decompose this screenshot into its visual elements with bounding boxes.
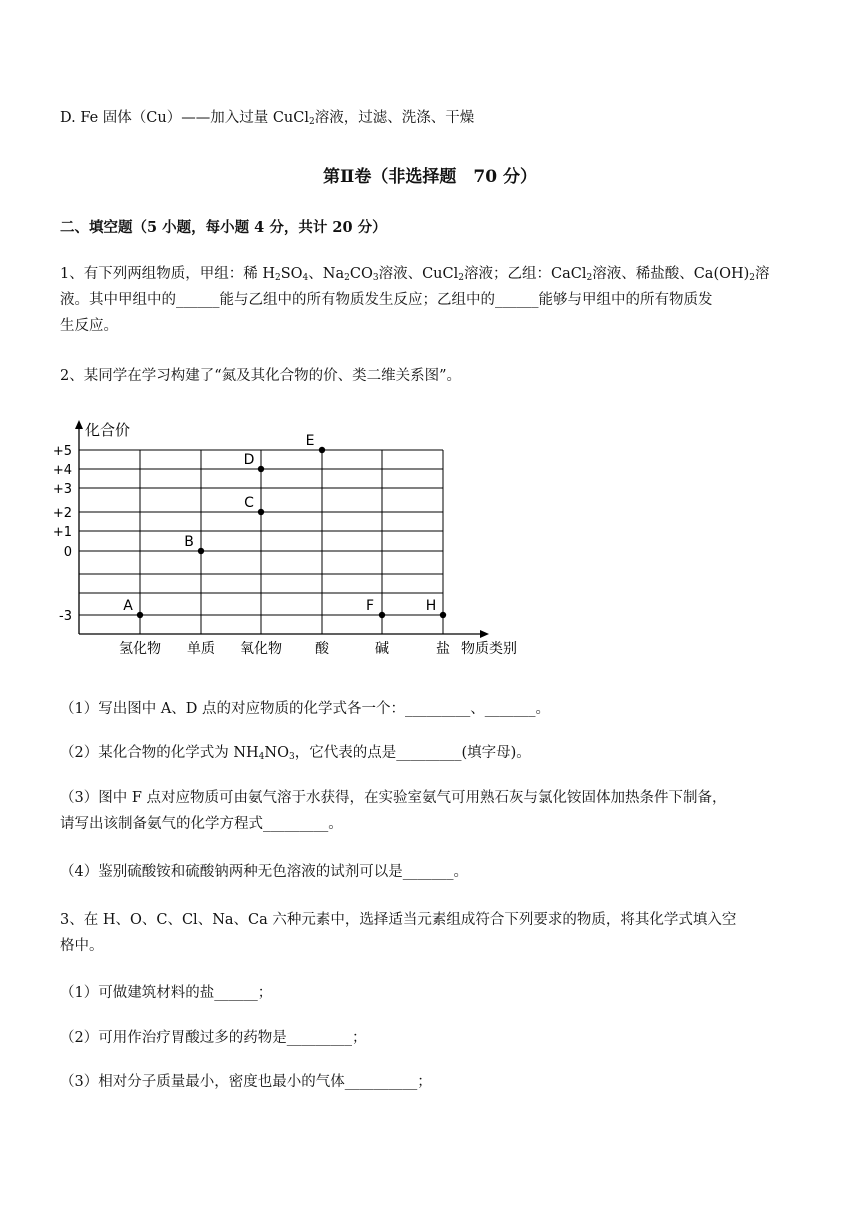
data-point-F [379,612,385,618]
point-label-D: D [243,452,255,468]
point-label-B: B [184,534,194,550]
point-label-E: E [305,433,315,449]
x-tick-label: 碱 [375,641,389,657]
x-tick-label: 氢化物 [119,641,161,657]
x-tick-labels [119,640,450,657]
x-tick-label: 盐 [436,641,450,657]
x-axis-arrow [480,630,489,638]
question-2-sub-3 [60,785,805,837]
question-2-sub-4: （4）鉴别硫酸铵和硫酸钠两种无色溶液的试剂可以是_______。 [60,864,468,880]
x-axis-label: 物质类别 [461,641,517,657]
y-tick-labels [53,444,72,624]
question-1-line-2: 液。其中甲组中的______能与乙组中的所有物质发生反应；乙组中的______能够与甲组中的所有物质发 [60,292,713,308]
question-2-sub-3-line-1: （3）图中 F 点对应物质可由氨气溶于水获得，在实验室氨气可用熟石灰与氯化铵固体加热条件下制备， [60,790,727,806]
question-3-sub-2: （2）可用作治疗胃酸过多的药物是_________； [60,1030,367,1046]
y-tick-label: +5 [52,444,72,459]
data-point-A [137,612,143,618]
question-3-stem [60,907,805,959]
question-1 [60,261,805,339]
data-point-H [440,612,446,618]
question-2-sub-3-line-2: 请写出该制备氨气的化学方程式_________。 [60,816,343,832]
question-3-sub-3: （3）相对分子质量最小，密度也最小的气体__________； [60,1074,432,1090]
data-points [123,433,446,618]
option-d: D. Fe 固体（Cu）——加入过量 CuCl$_2$溶液，过滤、洗涤、干燥 [60,110,475,127]
y-tick-label: +4 [52,463,72,478]
question-3-stem-line-2: 格中。 [60,938,104,954]
point-label-C: C [244,495,254,511]
data-point-D [258,466,264,472]
question-1-line-1: 1、有下列两组物质，甲组：稀 $H_2SO_4$、$Na_2CO_3$溶液、CuCl$_2$溶液；乙组：CaCl$_2$溶液、稀盐酸、$Ca(OH)_2$溶 [60,266,770,283]
y-axis-label: 化合价 [85,421,131,439]
x-tick-label: 单质 [187,641,215,657]
y-tick-label: -3 [59,609,72,624]
question-3-stem-line-1: 3、在 H、O、C、Cl、Na、Ca 六种元素中，选择适当元素组成符合下列要求的物质，将其化学式填入空 [60,912,737,928]
y-tick-label: +1 [52,525,72,540]
question-2-sub-1: （1）写出图中 A、D 点的对应物质的化学式各一个：_________、_______。 [60,701,551,717]
data-point-C [258,509,264,515]
data-point-E [319,447,325,453]
valence-class-chart [52,412,532,662]
y-tick-label: +3 [52,482,72,497]
data-point-B [198,548,204,554]
y-tick-label: +2 [52,506,72,521]
part2-heading: 二、填空题（5 小题，每小题 4 分，共计 20 分） [60,219,387,236]
x-tick-label: 氧化物 [240,641,282,657]
point-label-F: F [365,598,375,614]
chart-grid [79,450,443,634]
y-tick-label: 0 [63,545,72,560]
question-2-stem: 2、某同学在学习构建了“氮及其化合物的价、类二维关系图”。 [60,368,462,384]
question-2-sub-2: （2）某化合物的化学式为 $NH_4NO_3$，它代表的点是_________(填字母)。 [60,745,531,762]
question-1-line-3: 生反应。 [60,318,118,334]
section-title: 第Ⅱ卷（非选择题 70 分） [323,167,537,187]
y-axis-arrow [75,420,83,429]
question-3-sub-1: （1）可做建筑材料的盐______； [60,985,273,1001]
x-tick-label: 酸 [315,641,329,657]
point-label-A: A [123,598,133,614]
point-label-H: H [425,598,437,614]
